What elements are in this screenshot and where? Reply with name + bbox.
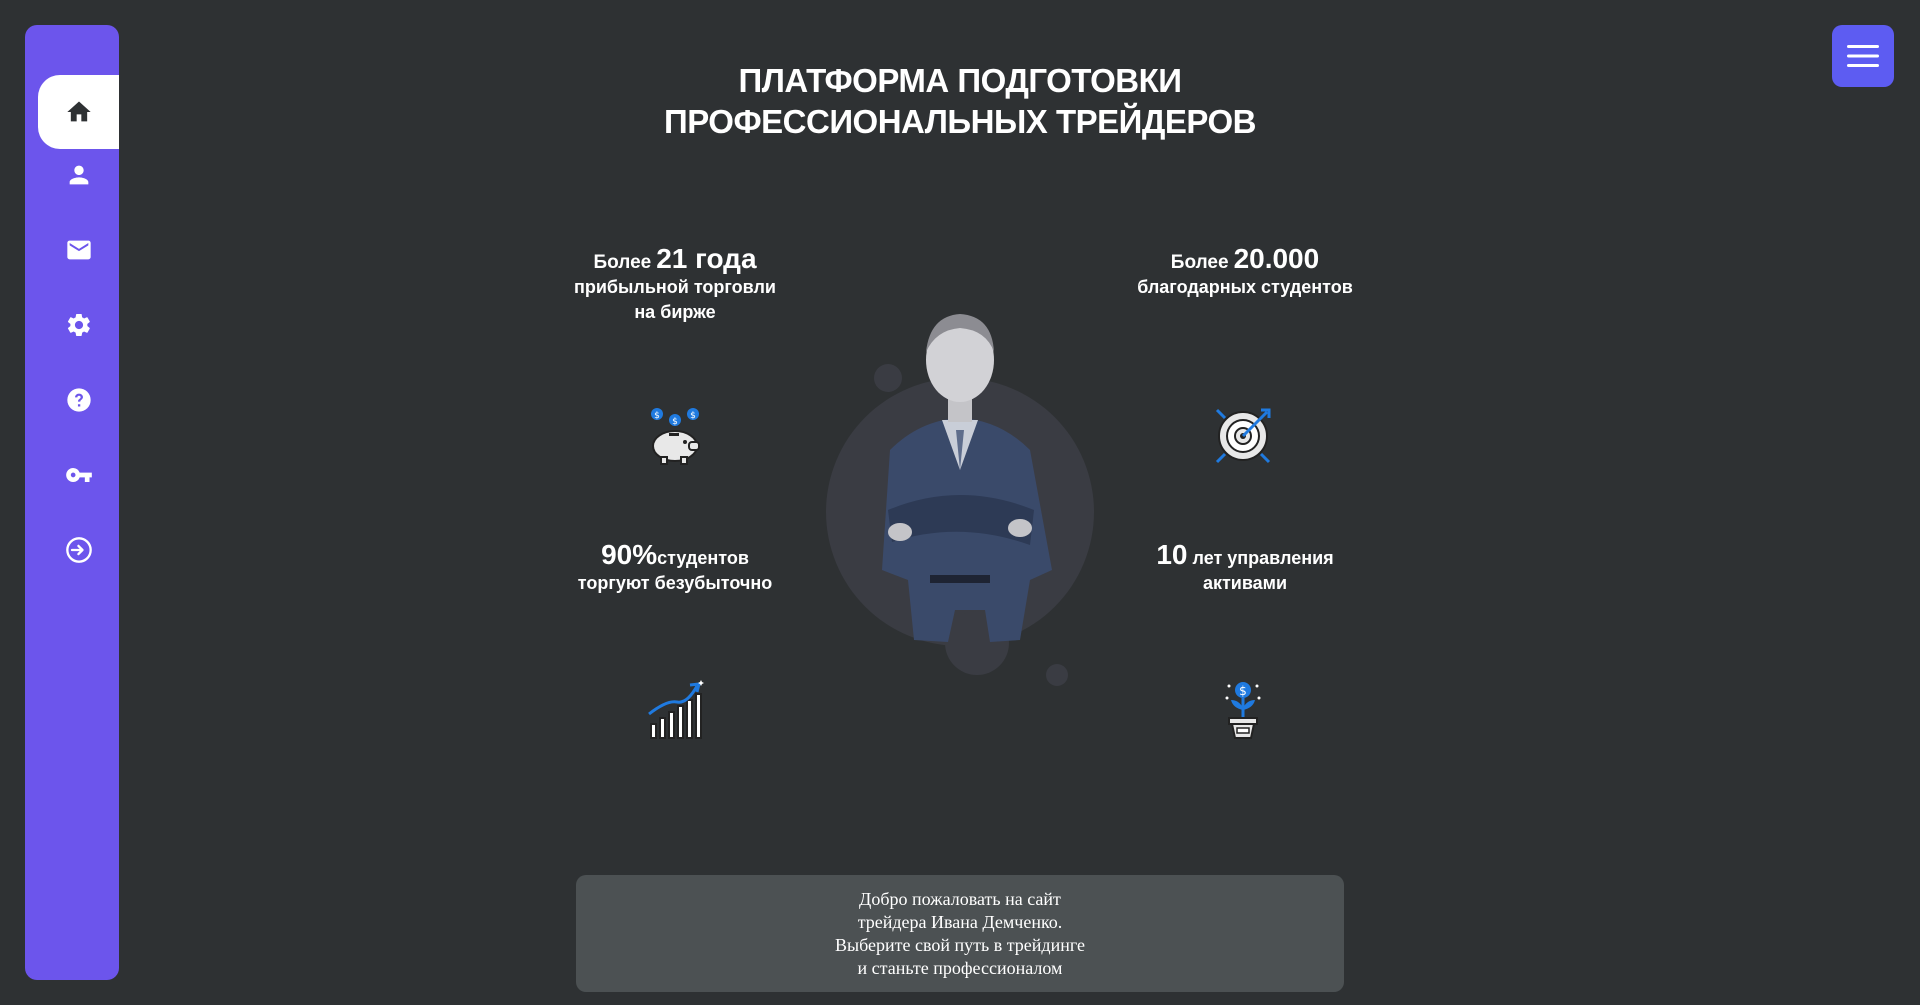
- stat-management-value: 10: [1156, 539, 1188, 570]
- growth-chart-icon: [643, 678, 707, 742]
- mail-icon: [65, 236, 93, 264]
- stat-management-line2: активами: [1202, 573, 1288, 593]
- svg-text:$: $: [690, 411, 696, 421]
- stat-percent-value: 90%: [601, 539, 658, 570]
- stat-students-line2: благодарных студентов: [1137, 277, 1353, 297]
- welcome-message: [576, 875, 1344, 992]
- piggy-bank-icon: [643, 404, 707, 468]
- stat-students-prefix: Более: [1170, 252, 1229, 273]
- stat-years-line3: на бирже: [634, 302, 716, 322]
- sidebar: [25, 25, 119, 980]
- welcome-line-2: трейдера Ивана Демченко.: [857, 911, 1063, 932]
- home-icon: [65, 98, 93, 126]
- sidebar-item-access[interactable]: [38, 438, 119, 512]
- stat-percent-line2: торгуют безубыточно: [577, 573, 773, 593]
- sidebar-item-settings[interactable]: [38, 288, 119, 362]
- hamburger-icon: [1846, 43, 1880, 69]
- trader-portrait: [780, 270, 1140, 690]
- sidebar-item-login[interactable]: [38, 513, 119, 587]
- welcome-line-3: Выберите свой путь в трейдинге: [835, 934, 1085, 955]
- stat-years-prefix: Более: [593, 252, 652, 273]
- sidebar-item-profile[interactable]: [38, 138, 119, 212]
- stat-years-value: 21 года: [656, 243, 757, 274]
- key-icon: [65, 461, 93, 489]
- help-icon: [65, 386, 93, 414]
- stat-students-value: 20.000: [1233, 243, 1320, 274]
- user-icon: [65, 161, 93, 189]
- title-line-1: ПЛАТФОРМА ПОДГОТОВКИ: [738, 62, 1182, 99]
- target-icon: [1211, 404, 1275, 468]
- gear-icon: [65, 311, 93, 339]
- svg-text:$: $: [1239, 684, 1247, 698]
- svg-text:$: $: [672, 417, 678, 427]
- stat-percent-suffix: студентов: [657, 548, 749, 568]
- money-plant-icon: [1211, 678, 1275, 742]
- menu-button[interactable]: [1832, 25, 1894, 87]
- welcome-line-1: Добро пожаловать на сайт: [859, 888, 1061, 909]
- stat-management: [1115, 539, 1375, 596]
- stat-years: [545, 243, 805, 325]
- stat-management-suffix: лет управления: [1192, 548, 1334, 568]
- welcome-line-4: и станьте профессионалом: [857, 957, 1063, 978]
- page-title: [560, 60, 1360, 142]
- title-line-2: ПРОФЕССИОНАЛЬНЫХ ТРЕЙДЕРОВ: [664, 103, 1256, 140]
- login-icon: [65, 536, 93, 564]
- stat-students: [1115, 243, 1375, 300]
- stat-years-line2: прибыльной торговли: [573, 277, 776, 297]
- stat-percent: [545, 539, 805, 596]
- sidebar-item-help[interactable]: [38, 363, 119, 437]
- sidebar-item-messages[interactable]: [38, 213, 119, 287]
- svg-text:$: $: [654, 411, 660, 421]
